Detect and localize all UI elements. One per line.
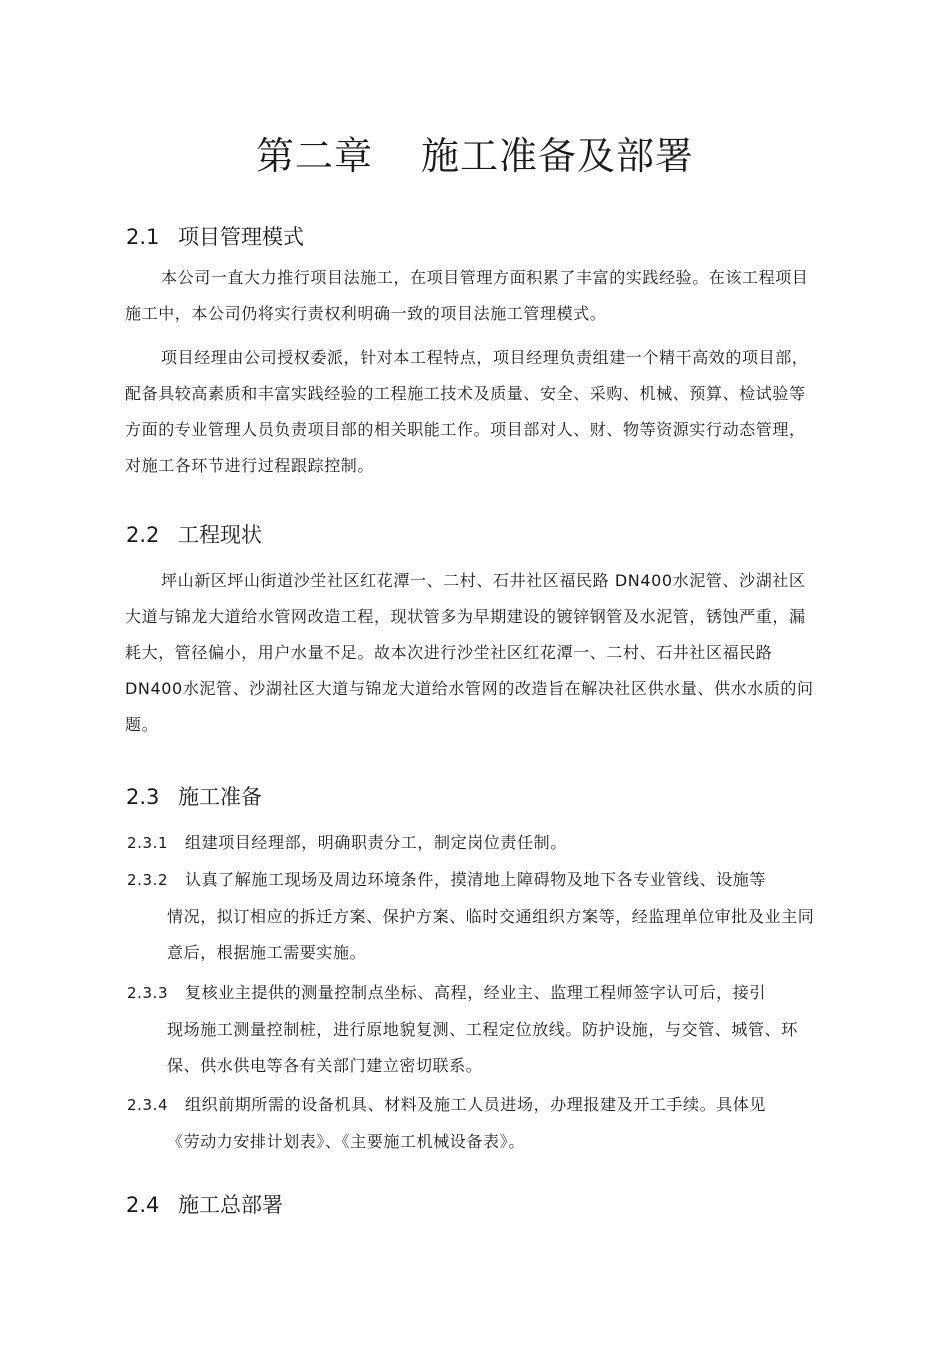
chapter-title <box>0 130 950 182</box>
item-number: 2.3.1 <box>127 834 169 852</box>
item-text-continued: 《劳动力安排计划表》、《主要施工机械设备表》。 <box>167 1131 525 1151</box>
paragraph: 坪山新区坪山街道沙坣社区红花潭一、二村、石井社区福民路 DN400水泥管、沙湖社区大道与锦龙大道给水管网改造工程，现状管多为早期建设的镀锌钢管及水泥管，锈蚀严重，漏耗大，管径偏小，用户水量不足。故本次进行沙坣社区红花潭一、二村、石井社区福民路 DN400水泥管、沙湖社区大道与锦龙大道给水管网的改造旨在解决社区供水量、供水水质的问题。 <box>125 571 814 734</box>
list-item-2-3-3 <box>127 975 827 1085</box>
list-item-2-3-4 <box>127 1087 827 1160</box>
item-number: 2.3.3 <box>127 984 169 1002</box>
item-number: 2.3.4 <box>127 1096 169 1114</box>
section-title: 工程现状 <box>178 523 262 547</box>
section-heading-2-2 <box>126 520 262 550</box>
section-heading-2-1 <box>126 222 304 252</box>
section-heading-2-4 <box>126 1190 283 1220</box>
item-text: 认真了解施工现场及周边环境条件，摸清地上障碍物及地下各专业管线、设施等 <box>185 870 767 889</box>
paragraph: 项目经理由公司授权委派，针对本工程特点，项目经理负责组建一个精干高效的项目部，配备具较高素质和丰富实践经验的工程施工技术及质量、安全、采购、机械、预算、检试验等方面的专业管理人员负责项目部的相关职能工作。项目部对人、财、物等资源实行动态管理，对施工各环节进行过程跟踪控制。 <box>125 348 809 475</box>
section-title: 施工总部署 <box>178 1193 283 1217</box>
section-number: 2.1 <box>126 225 160 249</box>
chapter-number: 第二章 <box>255 134 373 178</box>
item-text: 复核业主提供的测量控制点坐标、高程，经业主、监理工程师签字认可后，接引 <box>185 983 767 1002</box>
item-text-continued: 情况，拟订相应的拆迁方案、保护方案、临时交通组织方案等，经监理单位审批及业主同意后，根据施工需要实施。 <box>167 906 815 962</box>
paragraph: 本公司一直大力推行项目法施工，在项目管理方面积累了丰富的实践经验。在该工程项目施工中，本公司仍将实行责权利明确一致的项目法施工管理模式。 <box>125 268 809 323</box>
section-title: 施工准备 <box>178 785 262 809</box>
item-text-continued: 现场施工测量控制桩，进行原地貌复测、工程定位放线。防护设施，与交管、城管、环保、供水供电等各有关部门建立密切联系。 <box>167 1019 798 1075</box>
list-item-2-3-1 <box>127 825 827 862</box>
section-number: 2.4 <box>126 1193 160 1217</box>
section-number: 2.2 <box>126 523 160 547</box>
item-text: 组建项目经理部，明确职责分工，制定岗位责任制。 <box>185 833 567 852</box>
section-heading-2-3 <box>126 782 262 812</box>
item-text: 组织前期所需的设备机具、材料及施工人员进场，办理报建及开工手续。具体见 <box>185 1095 767 1114</box>
section-number: 2.3 <box>126 785 160 809</box>
section-title: 项目管理模式 <box>178 225 304 249</box>
list-item-2-3-2 <box>127 862 827 972</box>
item-number: 2.3.2 <box>127 871 169 889</box>
chapter-title-text: 施工准备及部署 <box>421 134 695 178</box>
